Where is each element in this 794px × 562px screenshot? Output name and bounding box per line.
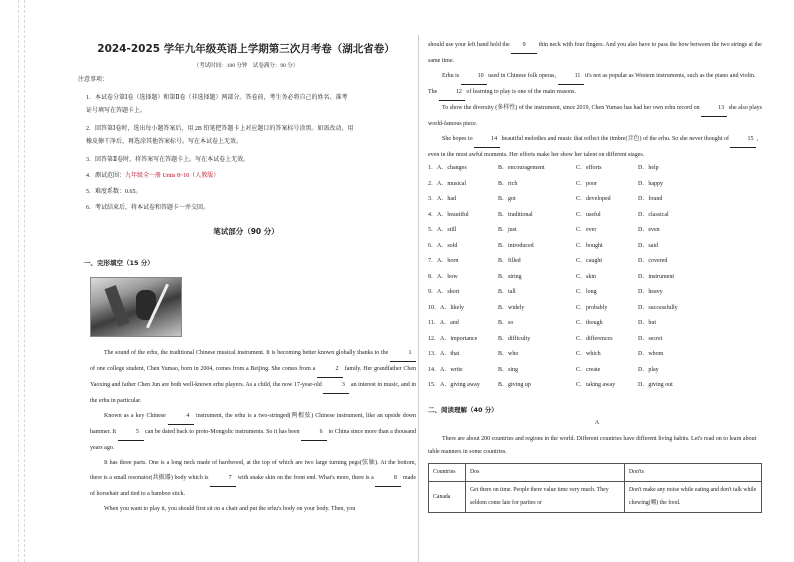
- option-row-9: [428, 286, 766, 302]
- option-row-6: [428, 240, 766, 256]
- option-row-8: [428, 271, 766, 287]
- option-a[interactable]: 2．A．musical: [428, 180, 466, 187]
- table-header: Countries: [429, 464, 466, 482]
- blank-2[interactable]: 2: [317, 362, 343, 378]
- blank-13[interactable]: 13: [701, 101, 727, 117]
- binding-line-left-inner: [24, 0, 25, 562]
- option-b[interactable]: B．tall: [498, 289, 516, 295]
- option-a[interactable]: 4．A．beautiful: [428, 211, 469, 218]
- option-row-10: [428, 302, 766, 318]
- option-d[interactable]: D．said: [638, 242, 658, 249]
- option-a[interactable]: 15．A．giving away: [428, 382, 480, 388]
- option-c[interactable]: C．efforts: [576, 165, 602, 171]
- option-row-2: [428, 178, 766, 194]
- option-a[interactable]: 10．A．likely: [428, 304, 464, 311]
- option-b[interactable]: B．encouragement: [498, 165, 545, 171]
- option-b[interactable]: B．widely: [498, 304, 525, 311]
- blank-9[interactable]: 9: [511, 38, 537, 54]
- table-header: Dos: [466, 464, 625, 482]
- option-d[interactable]: D．but: [638, 320, 657, 326]
- table-row: [429, 482, 762, 513]
- option-c[interactable]: C．long: [576, 289, 597, 295]
- option-c[interactable]: C．poor: [576, 180, 598, 187]
- option-b[interactable]: B．traditional: [498, 211, 533, 218]
- option-c[interactable]: C．developed: [576, 196, 611, 202]
- option-c[interactable]: C．bought: [576, 242, 603, 249]
- notes-heading: 注意事项：: [78, 77, 109, 83]
- table-header: Don'ts: [625, 464, 762, 482]
- passage-line: To show the diversity (多样性) of the instrument, since 2019, Chen Yumao has had her own erhu record on 13 she also plays world-famous piece.: [428, 101, 762, 132]
- option-d[interactable]: D．giving out: [638, 382, 673, 388]
- option-row-14: [428, 364, 766, 380]
- exam-subtitle: （考试时间：100 分钟 试卷满分：90 分）: [193, 63, 299, 69]
- cloze-passage-continued: [428, 38, 762, 163]
- option-row-3: [428, 193, 766, 209]
- option-row-12: [428, 333, 766, 349]
- option-c[interactable]: C．taking away: [576, 382, 616, 388]
- note-5: 5．难度系数：0.65。: [86, 189, 142, 195]
- option-b[interactable]: B．who: [498, 351, 519, 357]
- option-a[interactable]: 1．A．changes: [428, 165, 467, 171]
- option-d[interactable]: D．secret: [638, 335, 663, 342]
- option-c[interactable]: C．though: [576, 320, 603, 326]
- option-row-7: [428, 255, 766, 271]
- reading-line: There are about 200 countries and regions in the world. Different countries have different living habits. Let's read on to learn about table manners in some countries.: [428, 436, 757, 455]
- passage-letter: A: [594, 420, 600, 426]
- table-cell: Canada: [429, 482, 466, 513]
- table-header-row: [429, 464, 762, 482]
- blank-3[interactable]: 3: [323, 378, 349, 394]
- blank-5[interactable]: 5: [118, 425, 144, 441]
- blank-1[interactable]: 1: [390, 346, 416, 362]
- option-b[interactable]: B．difficulty: [498, 335, 531, 342]
- option-d[interactable]: D．instrument: [638, 273, 674, 280]
- blank-6[interactable]: 6: [301, 425, 327, 441]
- option-a[interactable]: 3．A．had: [428, 196, 456, 202]
- option-a[interactable]: 11．A．and: [428, 320, 459, 326]
- passage-line: She hopes to 14 beautiful melodies and music that reflect the timbre(音色) of the erhu. So she never thought of 15 , even in the most awful moments. Her efforts make her show her talent on different stages.: [428, 132, 762, 163]
- passage-line: It has three parts. One is a long neck made of hardwood, at the top of which are two large turning pegs(弦轴). At the bottom, there is a small resonator(共振器) body which is 7 with snake skin on the front end. What's more, there is a 8 made of horsehair and tied to a bamboo stick.: [90, 460, 417, 497]
- blank-15[interactable]: 15: [730, 132, 756, 148]
- blank-7[interactable]: 7: [210, 471, 236, 487]
- option-row-11: [428, 317, 766, 333]
- option-c[interactable]: C．differences: [576, 335, 613, 342]
- written-part-heading: 笔试部分（90 分）: [213, 227, 279, 236]
- option-b[interactable]: B．filled: [498, 258, 521, 264]
- table-cell: Get there on time. People there value time very much. They seldom come late for parties or: [466, 482, 625, 513]
- table-manners-table: [428, 463, 762, 513]
- option-b[interactable]: B．string: [498, 273, 522, 280]
- section-cloze-heading: 一、完形填空（15 分）: [84, 259, 154, 267]
- option-c[interactable]: C．useful: [576, 211, 601, 218]
- option-c[interactable]: C．skin: [576, 273, 597, 280]
- test-scope: 九年级全一册 Units 8~10（人教版）: [125, 173, 220, 179]
- option-b[interactable]: B．got: [498, 196, 516, 202]
- blank-8[interactable]: 8: [375, 471, 401, 487]
- option-b[interactable]: B．just: [498, 227, 517, 233]
- option-row-5: [428, 224, 766, 240]
- passage-line: The sound of the erhu, the traditional Chinese musical instrument. It is becoming better known globally thanks to the 1 of one college student, Chen Yumao, born in 2004, comes from a Beijing. She comes from a 2 family. Her grandfather Chen Yaoxing and father Chen Jun are both well-known erhu players. As a child, the now 17-year-old 3 an interest in music, and in the erhu in particular.: [90, 346, 416, 409]
- blank-11[interactable]: 11: [558, 69, 584, 85]
- option-d[interactable]: D．found: [638, 196, 663, 202]
- option-c[interactable]: C．which: [576, 351, 601, 357]
- reading-intro: [428, 433, 762, 459]
- option-c[interactable]: C．caught: [576, 258, 602, 264]
- option-c[interactable]: C．probably: [576, 304, 608, 311]
- option-a[interactable]: 14．A．write: [428, 366, 463, 373]
- option-b[interactable]: B．so: [498, 320, 514, 326]
- blank-12[interactable]: 12: [439, 85, 465, 101]
- option-row-1: [428, 162, 766, 178]
- option-d[interactable]: D．heavy: [638, 289, 663, 295]
- option-c[interactable]: C．ever: [576, 227, 597, 233]
- passage-line: Erhu is 10 used in Chinese folk operas, 11 it's not as popular as Western instruments, such as the piano and violin. The 12 of learning to play is one of the main reasons.: [428, 69, 762, 101]
- passage-line: should use your left hand hold the 9 thin neck with four fingers. And you also have to pass the bow between the two strings at the same time.: [428, 38, 762, 69]
- passage-line: Known as a key Chinese 4 instrument, the erhu is a two-stringed(两根弦) Chinese instrument, like an upside down hammer. It 5 can be dated back to proto-Mongolic instruments. So it has been 6 to China since more than a thousand years ago.: [90, 409, 416, 456]
- note-2: 2．回答第Ⅰ卷时，选出每小题答案后，用 2B 铅笔把答题卡上对应题目的答案标号涂黑。如需改动，用: [86, 126, 354, 132]
- option-d[interactable]: D．help: [638, 165, 659, 171]
- note-1: 1．本试卷分第Ⅰ卷（选择题）和第Ⅱ卷（非选择题）两部分。答卷前，考生务必将自己的姓名、准考: [86, 95, 348, 101]
- note-4-label: 4．测试范围：: [86, 173, 126, 179]
- option-c[interactable]: C．create: [576, 366, 601, 373]
- option-d[interactable]: D．even: [638, 227, 660, 233]
- option-a[interactable]: 7．A．born: [428, 258, 459, 264]
- option-row-15: [428, 379, 766, 395]
- option-d[interactable]: D．covered: [638, 258, 668, 264]
- option-b[interactable]: B．giving up: [498, 382, 531, 388]
- option-a[interactable]: 12．A．importance: [428, 335, 478, 342]
- passage-line: When you want to play it, you should first sit on a chair and put the erhu's body on your body. Then, you: [104, 506, 356, 512]
- option-a[interactable]: 13．A．that: [428, 351, 460, 357]
- note-4: [86, 172, 422, 181]
- option-row-4: [428, 209, 766, 225]
- option-b[interactable]: B．sing: [498, 366, 519, 373]
- blank-10[interactable]: 10: [461, 69, 487, 85]
- option-a[interactable]: 5．A．still: [428, 227, 457, 233]
- option-b[interactable]: B．introduced: [498, 242, 534, 249]
- option-a[interactable]: 8．A．bow: [428, 273, 458, 280]
- note-2-cont: 橡皮擦干净后，再选涂其他答案标号。写在本试卷上无效。: [86, 139, 243, 145]
- binding-line-left: [18, 0, 19, 562]
- options-list: [428, 162, 766, 395]
- option-d[interactable]: D．happy: [638, 180, 663, 187]
- blank-4[interactable]: 4: [168, 409, 194, 425]
- cloze-passage: [90, 346, 416, 517]
- exam-title: 2024-2025 学年九年级英语上学期第三次月考卷（湖北省卷）: [97, 43, 395, 55]
- option-a[interactable]: 9．A．short: [428, 289, 460, 295]
- note-3: 3．回答第Ⅱ卷时，将答案写在答题卡上。写在本试卷上无效。: [86, 157, 250, 163]
- option-d[interactable]: D．classical: [638, 211, 669, 218]
- option-d[interactable]: D．play: [638, 366, 659, 373]
- section-reading-heading: 二、阅读理解（40 分）: [428, 406, 498, 414]
- option-a[interactable]: 6．A．sold: [428, 242, 458, 249]
- note-1-cont: 证号填写在答题卡上。: [86, 108, 147, 114]
- option-row-13: [428, 348, 766, 364]
- option-d[interactable]: D．successfully: [638, 304, 678, 311]
- erhu-photo: [90, 277, 182, 337]
- option-b[interactable]: B．rich: [498, 180, 518, 187]
- option-d[interactable]: D．whom: [638, 351, 664, 357]
- table-cell: Don't make any noise while eating and don't talk while chewing(嚼) the food.: [625, 482, 762, 513]
- blank-14[interactable]: 14: [474, 132, 500, 148]
- note-6: 6．考试结束后，将本试卷和答题卡一并交回。: [86, 205, 210, 211]
